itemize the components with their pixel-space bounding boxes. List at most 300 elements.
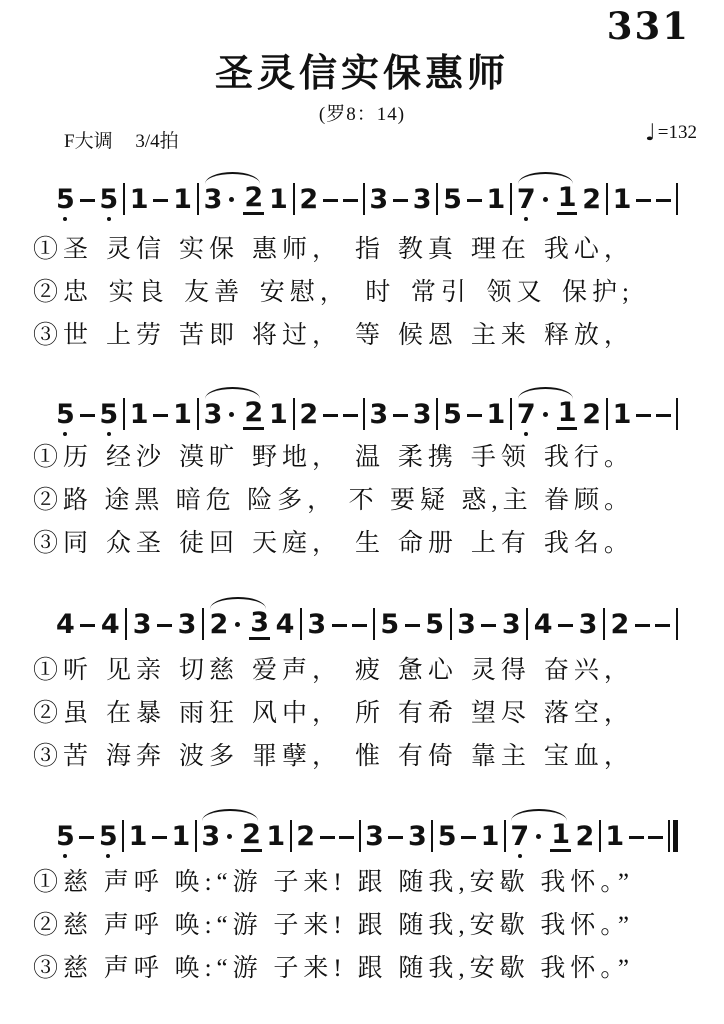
duration-dash [343, 199, 358, 202]
note-digit: 5 [98, 820, 118, 852]
lyric-cluster: 等 [354, 322, 385, 349]
note-digit: 5 [443, 183, 462, 215]
note [443, 183, 462, 215]
note [516, 398, 548, 430]
lyric-cluster: 波多 [178, 743, 239, 770]
barline [436, 398, 438, 430]
barline [676, 183, 678, 215]
note [412, 183, 432, 215]
lyric-cluster: 子来! [273, 912, 347, 939]
note [299, 183, 319, 215]
duration-dash [467, 199, 482, 202]
duration-dash [323, 199, 338, 202]
barline [373, 608, 375, 640]
note-digit: 3 [132, 608, 152, 640]
slur-group [516, 181, 578, 215]
note [575, 820, 595, 852]
tempo-value: =132 [657, 122, 697, 143]
barline [197, 183, 199, 215]
lyric-cluster: 主来 [470, 322, 531, 349]
lyric-cluster: 灵信 [105, 236, 166, 263]
barline [363, 398, 365, 430]
lyric-cluster: 我怀。” [540, 912, 634, 939]
note [533, 608, 553, 640]
note-digit: 4 [275, 608, 295, 640]
duration-dash [153, 414, 168, 417]
lyric-cluster: 切慈 [178, 657, 239, 684]
note [100, 608, 120, 640]
lyric-cluster: ①慈 [33, 869, 94, 896]
note-digit: 4 [533, 608, 553, 640]
barline [122, 820, 124, 852]
lyric-cluster: 宝血， [543, 743, 634, 770]
note [275, 608, 295, 640]
slur-group [209, 606, 270, 640]
lyric-cluster: 我怀。” [540, 869, 634, 896]
barline [123, 183, 125, 215]
note [173, 398, 192, 430]
note-digit: 7 [516, 398, 536, 430]
barline [290, 820, 292, 852]
lyric-cluster: 所 [354, 700, 385, 727]
augmentation-dot [536, 834, 541, 839]
augmentation-dot [543, 412, 548, 417]
lyric-cluster: 雨狂 [178, 700, 239, 727]
score-meta [64, 126, 179, 153]
note-digit: 2 [242, 818, 261, 850]
lyric-cluster: 实良 [108, 279, 169, 306]
note [56, 398, 75, 430]
lyric-row-g2-v2 [33, 487, 634, 515]
lyric-cluster: 生 [354, 530, 385, 557]
note [369, 398, 389, 430]
note [243, 396, 264, 430]
note-digit: 5 [56, 183, 75, 215]
slur-group [203, 396, 265, 430]
barline [293, 398, 295, 430]
lyric-cluster: 声呼 [103, 869, 164, 896]
duration-dash [558, 624, 573, 627]
note [480, 820, 500, 852]
note-digit: 1 [486, 183, 506, 215]
note-digit: 3 [203, 183, 223, 215]
lyric-cluster: 经沙 [105, 444, 166, 471]
note [132, 608, 152, 640]
slur-group [510, 818, 571, 852]
note [177, 608, 197, 640]
lyric-cluster: 将过， [251, 322, 342, 349]
barline [606, 398, 608, 430]
lyric-cluster: 罪孽， [251, 743, 342, 770]
note [209, 608, 240, 640]
lyric-cluster: 我心， [543, 236, 634, 263]
augmentation-dot [543, 197, 548, 202]
barline [676, 398, 678, 430]
final-barline-thin [668, 820, 670, 852]
lyric-row-g1-v2 [33, 279, 634, 307]
note [501, 608, 521, 640]
note-digit: 3 [457, 608, 476, 640]
note [201, 820, 232, 852]
note-digit: 3 [412, 183, 432, 215]
note [443, 398, 462, 430]
note [129, 183, 149, 215]
augmentation-dot [227, 834, 232, 839]
note-digit: 1 [551, 818, 571, 850]
lyric-cluster: ③慈 [33, 955, 94, 982]
note-digit: 7 [516, 183, 536, 215]
lyric-cluster: 苦即 [178, 322, 239, 349]
lyric-cluster: 候恩 [397, 322, 458, 349]
note-digit: 1 [266, 820, 286, 852]
note [99, 398, 119, 430]
note-digit: 2 [244, 396, 264, 428]
note [510, 820, 541, 852]
lyric-cluster: 温 [354, 444, 385, 471]
lyric-row-g4-v2 [33, 912, 634, 940]
duration-dash [655, 624, 670, 627]
music-line-4 [56, 818, 678, 852]
note-digit: 1 [557, 181, 577, 213]
note-digit: 1 [480, 820, 500, 852]
note [268, 183, 288, 215]
duration-dash [153, 199, 168, 202]
note-digit: 2 [209, 608, 229, 640]
lyric-cluster: 跟 [357, 869, 388, 896]
hymn-title: 圣灵信实保惠师 [214, 53, 509, 95]
final-barline [668, 820, 678, 852]
note [486, 398, 506, 430]
lyric-cluster: 释放， [543, 322, 634, 349]
lyric-row-g1-v1 [33, 236, 634, 264]
note [407, 820, 427, 852]
barline [197, 398, 199, 430]
duration-dash [636, 414, 651, 417]
barline [195, 820, 197, 852]
note [457, 608, 476, 640]
lyric-cluster: 上有 [470, 530, 531, 557]
note [243, 181, 264, 215]
lyric-cluster: 灵得 [470, 657, 531, 684]
barline [436, 183, 438, 215]
lyric-cluster: 不 [348, 487, 379, 514]
duration-dash [152, 836, 167, 839]
lyric-row-g4-v3 [33, 955, 634, 983]
lyric-cluster: 友善 [184, 279, 245, 306]
barline [123, 398, 125, 430]
note [437, 820, 457, 852]
barline [676, 608, 678, 640]
lyric-cluster: 唤:“游 [174, 955, 263, 982]
time-signature: 3/4拍 [135, 131, 179, 152]
duration-dash [323, 414, 338, 417]
note-digit: 4 [56, 608, 75, 640]
note-digit: 3 [369, 183, 389, 215]
lyric-cluster: 随我,安歇 [398, 912, 530, 939]
note [129, 398, 149, 430]
lyric-cluster: 时 [365, 279, 396, 306]
note-digit: 1 [612, 183, 632, 215]
tempo-marking [645, 120, 697, 146]
barline [606, 183, 608, 215]
lyric-cluster: 惑,主 [461, 487, 533, 514]
note-digit: 1 [173, 183, 192, 215]
lyric-cluster: ②慈 [33, 912, 94, 939]
note [241, 818, 262, 852]
note [56, 820, 75, 852]
note [550, 818, 571, 852]
duration-dash [467, 414, 482, 417]
augmentation-dot [229, 412, 234, 417]
note [380, 608, 400, 640]
duration-dash [636, 199, 651, 202]
note-digit: 1 [612, 398, 632, 430]
note-digit: 3 [501, 608, 521, 640]
lyric-cluster: 领又 [486, 279, 547, 306]
lyric-cluster: 柔携 [397, 444, 458, 471]
lyric-cluster: 随我,安歇 [398, 869, 530, 896]
note-digit: 3 [369, 398, 389, 430]
duration-dash [157, 624, 172, 627]
note-digit: 3 [365, 820, 384, 852]
lyric-row-g1-v3 [33, 322, 634, 350]
final-barline-thick [673, 820, 678, 852]
lyric-cluster: 随我,安歇 [398, 955, 530, 982]
note [203, 398, 235, 430]
lyric-row-g3-v3 [33, 743, 634, 771]
lyric-cluster: ①听 [33, 657, 94, 684]
lyric-cluster: 徒回 [178, 530, 239, 557]
lyric-cluster: 天庭， [251, 530, 342, 557]
lyric-row-g3-v1 [33, 657, 634, 685]
hymn-number: 331 [606, 4, 690, 48]
barline [450, 608, 452, 640]
lyric-cluster: ③世 [33, 322, 94, 349]
slur-group [203, 181, 265, 215]
lyric-cluster: 漠旷 [178, 444, 239, 471]
duration-dash [629, 836, 644, 839]
note-digit: 2 [582, 398, 602, 430]
lyric-cluster: 唤:“游 [174, 869, 263, 896]
note [299, 398, 319, 430]
lyric-cluster: 在暴 [105, 700, 166, 727]
lyric-cluster: 子来! [273, 955, 347, 982]
note [266, 820, 286, 852]
note-digit: 5 [99, 183, 119, 215]
note-digit: 1 [268, 183, 288, 215]
note [249, 606, 270, 640]
duration-dash [343, 414, 358, 417]
lyric-row-g2-v1 [33, 444, 634, 472]
note [516, 183, 548, 215]
note [171, 820, 191, 852]
barline [202, 608, 204, 640]
note-digit: 1 [557, 396, 577, 428]
note-digit: 1 [129, 398, 149, 430]
duration-dash [80, 414, 95, 417]
lyric-cluster: 要疑 [389, 487, 450, 514]
note [557, 181, 578, 215]
note [173, 183, 192, 215]
note [612, 398, 632, 430]
note [307, 608, 327, 640]
lyric-cluster: 靠主 [470, 743, 531, 770]
note [268, 398, 288, 430]
lyric-cluster: 跟 [357, 912, 388, 939]
lyric-cluster: 常引 [410, 279, 471, 306]
note [425, 608, 444, 640]
note-digit: 2 [299, 183, 319, 215]
barline [504, 820, 506, 852]
duration-dash [332, 624, 347, 627]
lyric-cluster: 实保 [178, 236, 239, 263]
note [296, 820, 316, 852]
note-digit: 3 [203, 398, 223, 430]
note-digit: 2 [299, 398, 319, 430]
duration-dash [80, 199, 95, 202]
note-digit: 1 [486, 398, 506, 430]
lyric-cluster: 惫心 [397, 657, 458, 684]
barline [431, 820, 433, 852]
lyric-cluster: 途黑 [104, 487, 165, 514]
lyric-row-g4-v1 [33, 869, 634, 897]
barline [363, 183, 365, 215]
note-digit: 5 [380, 608, 400, 640]
lyric-cluster: 眷顾。 [543, 487, 634, 514]
lyric-cluster: 命册 [397, 530, 458, 557]
note-digit: 5 [56, 398, 75, 430]
note [56, 608, 75, 640]
lyric-cluster: 理在 [470, 236, 531, 263]
note-digit: 1 [268, 398, 288, 430]
lyric-cluster: ②忠 [33, 279, 94, 306]
lyric-cluster: ③同 [33, 530, 94, 557]
note [582, 398, 602, 430]
barline [510, 398, 512, 430]
music-line-1 [56, 181, 678, 215]
slur-group [516, 396, 578, 430]
note-digit: 3 [407, 820, 427, 852]
slur-group [201, 818, 262, 852]
barline [359, 820, 361, 852]
music-line-2 [56, 396, 678, 430]
lyric-cluster: 上劳 [105, 322, 166, 349]
note [203, 183, 235, 215]
lyric-row-g3-v2 [33, 700, 634, 728]
note-digit: 1 [173, 398, 192, 430]
lyric-cluster: 落空， [543, 700, 634, 727]
note [98, 820, 118, 852]
note-digit: 4 [100, 608, 120, 640]
note-digit: 2 [610, 608, 630, 640]
lyric-cluster: 海奔 [105, 743, 166, 770]
lyric-cluster: 野地， [251, 444, 342, 471]
note-digit: 1 [128, 820, 148, 852]
lyric-cluster: ①历 [33, 444, 94, 471]
note [412, 398, 432, 430]
note [369, 183, 389, 215]
scripture-reference: (罗8：14) [318, 104, 406, 125]
lyric-cluster: 有希 [397, 700, 458, 727]
lyric-cluster: 奋兴， [543, 657, 634, 684]
lyric-cluster: 我名。 [543, 530, 634, 557]
lyric-cluster: 我行。 [543, 444, 634, 471]
note-digit: 3 [201, 820, 221, 852]
lyric-cluster: 险多， [247, 487, 338, 514]
quarter-note-icon: ♩ [644, 120, 656, 146]
augmentation-dot [229, 197, 234, 202]
note-digit: 5 [56, 820, 75, 852]
lyric-cluster: 声呼 [103, 955, 164, 982]
lyric-cluster: 疲 [354, 657, 385, 684]
barline [599, 820, 601, 852]
note-digit: 1 [129, 183, 149, 215]
lyric-cluster: ②虽 [33, 700, 94, 727]
duration-dash [405, 624, 420, 627]
duration-dash [339, 836, 354, 839]
barline [603, 608, 605, 640]
duration-dash [656, 414, 671, 417]
note-digit: 5 [443, 398, 462, 430]
note-digit: 2 [244, 181, 264, 213]
lyric-cluster: 惠师， [251, 236, 342, 263]
note [610, 608, 630, 640]
duration-dash [635, 624, 650, 627]
duration-dash [656, 199, 671, 202]
lyric-cluster: 众圣 [105, 530, 166, 557]
note-digit: 5 [425, 608, 444, 640]
lyric-row-g2-v3 [33, 530, 634, 558]
lyric-cluster: 声呼 [103, 912, 164, 939]
lyric-cluster: ①圣 [33, 236, 94, 263]
lyric-cluster: 暗危 [175, 487, 236, 514]
duration-dash [320, 836, 335, 839]
note [557, 396, 578, 430]
barline [510, 183, 512, 215]
lyric-cluster: 见亲 [105, 657, 166, 684]
lyric-cluster: ②路 [33, 487, 94, 514]
barline [526, 608, 528, 640]
key-signature: F大调 [64, 131, 113, 152]
lyric-cluster: 手领 [470, 444, 531, 471]
note-digit: 5 [437, 820, 457, 852]
music-line-3 [56, 606, 678, 640]
barline [125, 608, 127, 640]
lyric-cluster: 有倚 [397, 743, 458, 770]
duration-dash [79, 836, 94, 839]
note [56, 183, 75, 215]
duration-dash [393, 414, 408, 417]
lyric-cluster: ③苦 [33, 743, 94, 770]
lyric-cluster: 安慰， [259, 279, 350, 306]
note [612, 183, 632, 215]
lyric-cluster: 跟 [357, 955, 388, 982]
barline [300, 608, 302, 640]
duration-dash [80, 624, 95, 627]
lyric-cluster: 指 [354, 236, 385, 263]
note-digit: 1 [605, 820, 625, 852]
duration-dash [388, 836, 403, 839]
lyric-cluster: 爱声， [251, 657, 342, 684]
duration-dash [648, 836, 663, 839]
note-digit: 1 [171, 820, 191, 852]
lyric-cluster: 保护; [562, 279, 634, 306]
note [605, 820, 625, 852]
note [128, 820, 148, 852]
lyric-cluster: 教真 [397, 236, 458, 263]
note-digit: 2 [575, 820, 595, 852]
augmentation-dot [235, 622, 240, 627]
